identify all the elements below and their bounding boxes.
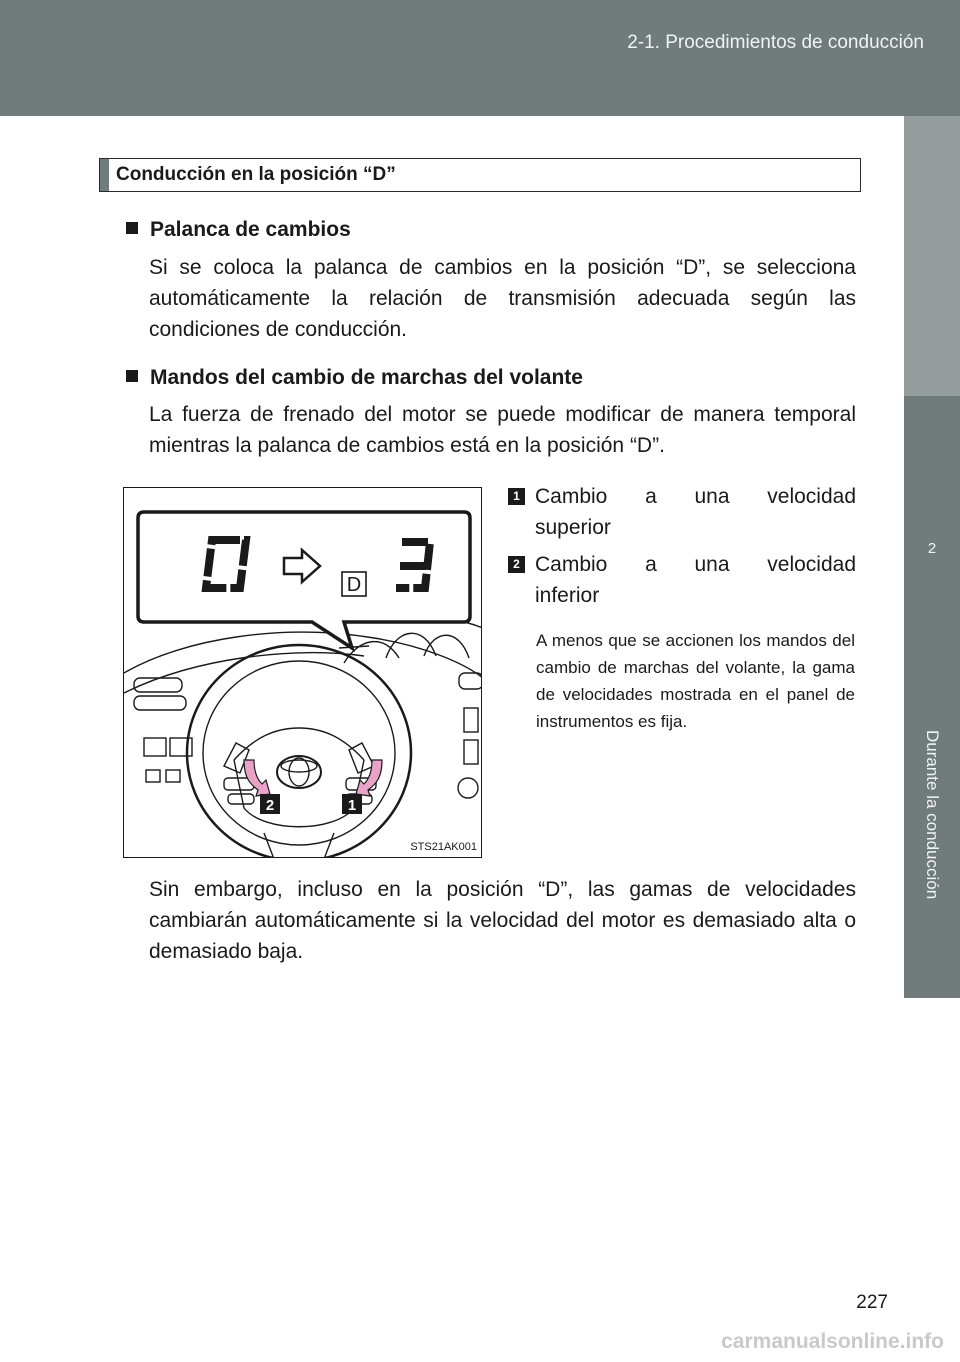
subsection-heading-text: Palanca de cambios (150, 218, 351, 241)
legend-badge-1: 1 (508, 488, 525, 505)
side-tab-upper (904, 116, 960, 396)
legend-text-line2: inferior (535, 584, 600, 607)
steering-wheel-illustration (124, 488, 482, 858)
legend-text-line1: Cambio a una velocidad (535, 553, 856, 576)
subsection-heading-shift-lever (126, 218, 351, 242)
section-breadcrumb: 2-1. Procedimientos de conducción (627, 32, 924, 53)
steering-wheel-figure (123, 487, 482, 858)
section-heading-bar (100, 159, 109, 191)
chapter-name: Durante la conducción (923, 730, 942, 900)
figure-code: STS21AK001 (410, 841, 477, 853)
closing-paragraph: Sin embargo, incluso en la posición “D”, las gamas de velocidades cambiarán automáticamente si la velocidad del motor es demasiado alta o demasiado baja. (149, 878, 856, 963)
subsection-heading-text: Mandos del cambio de marchas del volante (150, 366, 583, 389)
chapter-side-tab (904, 116, 960, 1362)
legend-text-line2: superior (535, 516, 611, 539)
paragraph-shift-lever: Si se coloca la palanca de cambios en la posición “D”, se selecciona automáticamente la relación de transmisión adecuada según las condiciones de conducción. (149, 256, 856, 341)
section-heading: Conducción en la posición “D” (116, 164, 396, 185)
header-band (0, 0, 960, 116)
subsection-heading-paddle-shifters (126, 366, 583, 390)
chapter-number: 2 (927, 540, 937, 557)
legend-badge-2: 2 (508, 556, 525, 573)
display-range-indicator: D (346, 574, 362, 596)
paragraph-paddle-shifters: La fuerza de frenado del motor se puede modificar de manera temporal mientras la palanca de cambios está en la posición “D”. (149, 403, 856, 457)
page-number: 227 (856, 1292, 888, 1313)
square-bullet-icon (126, 370, 138, 382)
legend-text-line1: Cambio a una velocidad (535, 485, 856, 508)
watermark: carmanualsonline.info (721, 1330, 944, 1353)
figure-note: A menos que se accionen los mandos del cambio de marchas del volante, la gama de velocidades mostrada en el panel de instrumentos es fija. (536, 631, 855, 731)
square-bullet-icon (126, 222, 138, 234)
side-tab-lower (904, 396, 960, 998)
section-heading-box (99, 158, 861, 192)
figure-callout-1: 1 (347, 797, 357, 814)
figure-callout-2: 2 (265, 797, 275, 814)
